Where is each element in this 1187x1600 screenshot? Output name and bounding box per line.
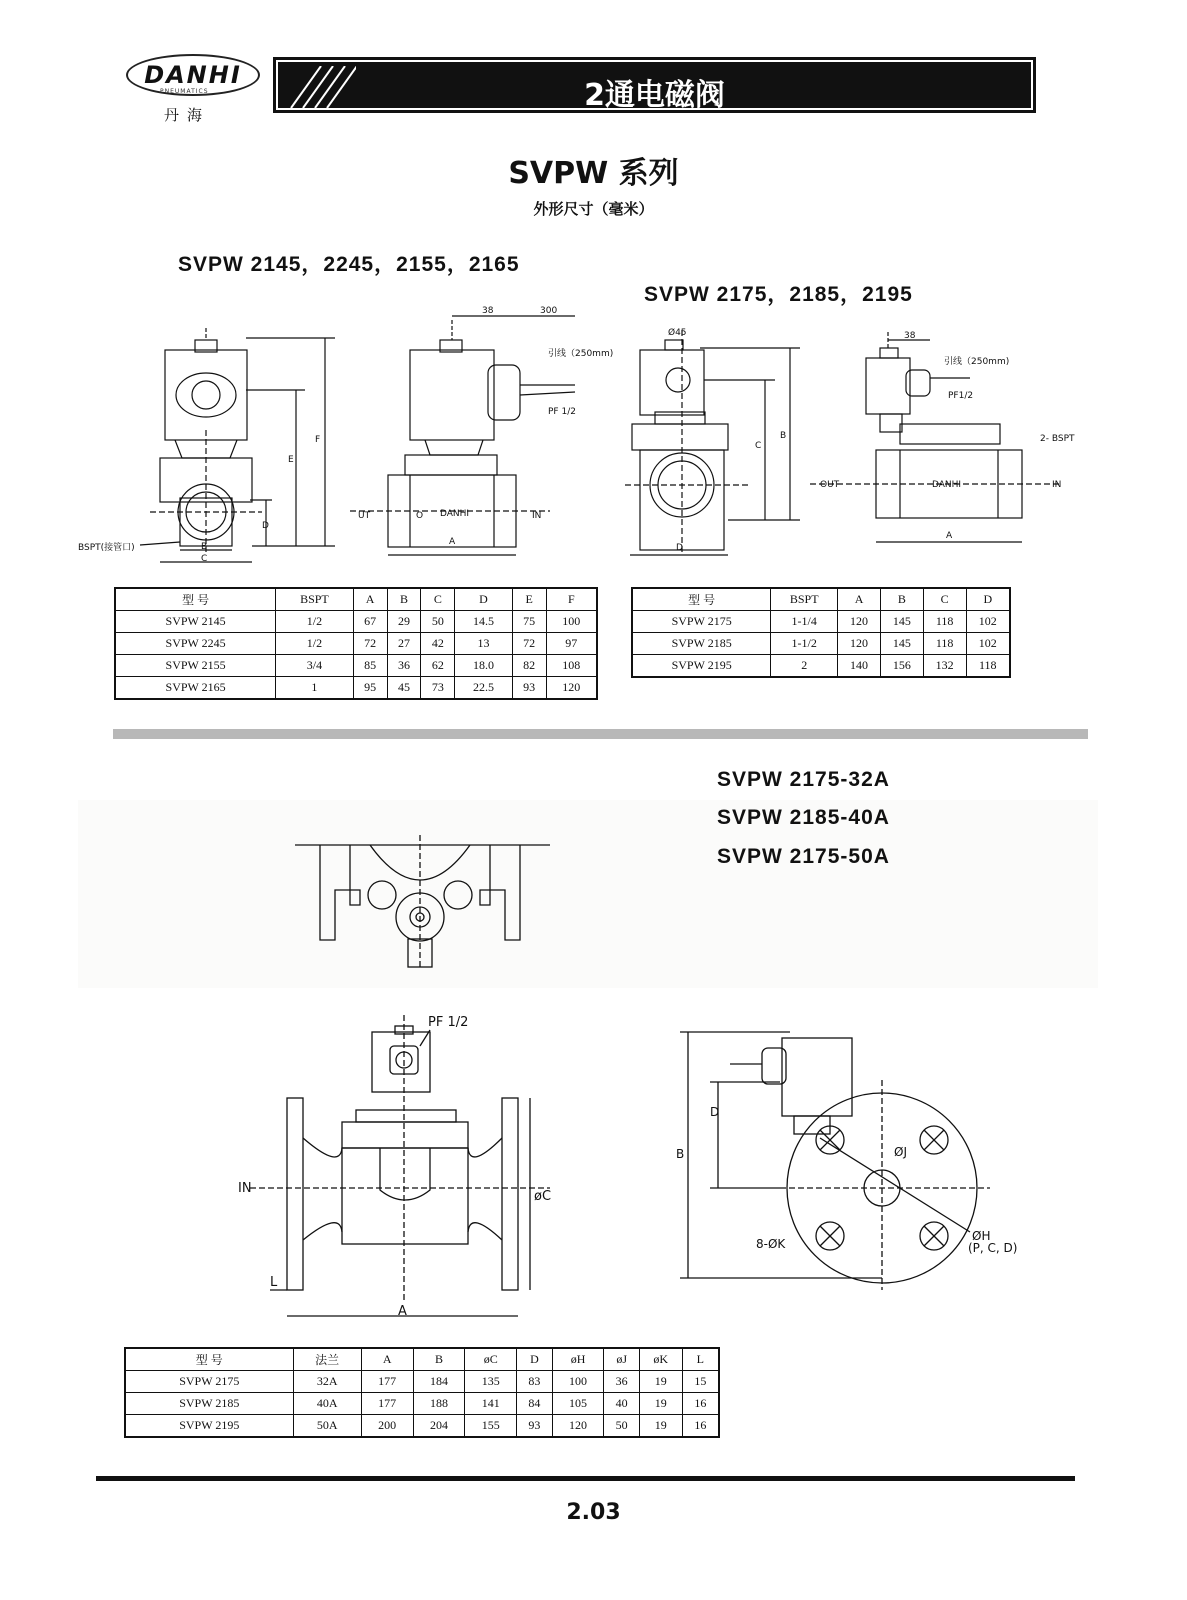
table-cell: 100 xyxy=(546,611,597,633)
spec-table-large xyxy=(631,587,1011,678)
label-l: L xyxy=(270,1275,278,1290)
table-cell: 14.5 xyxy=(455,611,512,633)
table-cell: 72 xyxy=(512,633,546,655)
table-header: øK xyxy=(639,1348,682,1371)
table-header: 型 号 xyxy=(632,588,771,611)
table-cell: 155 xyxy=(465,1415,517,1438)
table-cell: 83 xyxy=(517,1371,552,1393)
label-a-flange: A xyxy=(398,1304,407,1319)
table-cell: 40A xyxy=(293,1393,361,1415)
label-38-b: 38 xyxy=(904,331,916,341)
flange-valve-side-view xyxy=(670,1020,1040,1290)
table-cell: 97 xyxy=(546,633,597,655)
table-header: 型 号 xyxy=(115,588,276,611)
table-row xyxy=(115,677,597,700)
flange-valve-front-view xyxy=(230,1010,560,1330)
table-cell: SVPW 2185 xyxy=(125,1393,293,1415)
table-cell: 188 xyxy=(413,1393,465,1415)
table-cell: 42 xyxy=(421,633,455,655)
page-number: 2.03 xyxy=(566,1500,621,1525)
table-header: BSPT xyxy=(771,588,838,611)
table-cell: 13 xyxy=(455,633,512,655)
label-phi-h: ØH xyxy=(972,1229,991,1243)
label-out: OUT xyxy=(820,480,840,490)
table-cell: 204 xyxy=(413,1415,465,1438)
table-cell: 67 xyxy=(353,611,387,633)
spec-table-flange xyxy=(124,1347,720,1438)
table-cell: 118 xyxy=(923,633,966,655)
table-header: D xyxy=(455,588,512,611)
label-o: O xyxy=(416,511,424,521)
table-cell: 120 xyxy=(838,633,881,655)
label-pf-half-b: PF1/2 xyxy=(948,391,974,401)
title-banner xyxy=(273,57,1036,113)
label-bspt-connection: BSPT(接管口) xyxy=(78,543,135,553)
table-header: D xyxy=(966,588,1010,611)
table-header: A xyxy=(361,1348,413,1371)
table-row xyxy=(632,655,1010,678)
table-cell: 141 xyxy=(465,1393,517,1415)
section2-heading-2: SVPW 2185-40A xyxy=(717,806,890,829)
table-cell: 3/4 xyxy=(276,655,353,677)
section2-heading-3: SVPW 2175-50A xyxy=(717,845,890,868)
table-cell: 93 xyxy=(517,1415,552,1438)
label-in: IN xyxy=(532,511,542,521)
label-a: A xyxy=(449,537,456,547)
table-cell: 108 xyxy=(546,655,597,677)
table-cell: SVPW 2195 xyxy=(125,1415,293,1438)
label-d-large: D xyxy=(676,543,683,553)
table-header: L xyxy=(682,1348,719,1371)
table-cell: 16 xyxy=(682,1393,719,1415)
table-header: 型 号 xyxy=(125,1348,293,1371)
table-cell: 19 xyxy=(639,1393,682,1415)
table-cell: 132 xyxy=(923,655,966,678)
section1-drawings xyxy=(0,300,1187,570)
table-cell: 120 xyxy=(546,677,597,700)
top-view-band xyxy=(78,800,1098,988)
table-cell: 75 xyxy=(512,611,546,633)
table-cell: 156 xyxy=(880,655,923,678)
table-cell: 22.5 xyxy=(455,677,512,700)
table-cell: 118 xyxy=(923,611,966,633)
table-header: B xyxy=(413,1348,465,1371)
table-cell: 1/2 xyxy=(276,611,353,633)
label-phi45: Ø45 xyxy=(668,328,687,338)
table-cell: 177 xyxy=(361,1393,413,1415)
table-cell: 18.0 xyxy=(455,655,512,677)
table-cell: 184 xyxy=(413,1371,465,1393)
table-header: BSPT xyxy=(276,588,353,611)
table-cell: 50 xyxy=(421,611,455,633)
table-cell: 85 xyxy=(353,655,387,677)
table-cell: 135 xyxy=(465,1371,517,1393)
table-row xyxy=(632,633,1010,655)
label-danhi-b: DANHI xyxy=(932,480,962,490)
label-ut: UT xyxy=(358,511,371,521)
table-cell: 19 xyxy=(639,1371,682,1393)
table-row xyxy=(115,655,597,677)
table-cell: SVPW 2155 xyxy=(115,655,276,677)
table-header: A xyxy=(838,588,881,611)
table-cell: 102 xyxy=(966,611,1010,633)
table-header: B xyxy=(387,588,421,611)
table-cell: 50A xyxy=(293,1415,361,1438)
table-cell: 82 xyxy=(512,655,546,677)
table-header: A xyxy=(353,588,387,611)
table-cell: 177 xyxy=(361,1371,413,1393)
table-header: 法兰 xyxy=(293,1348,361,1371)
table-cell: 36 xyxy=(387,655,421,677)
label-pf-half-flange: PF 1/2 xyxy=(428,1015,469,1030)
flange-valve-top-view xyxy=(280,835,570,975)
label-f: F xyxy=(315,435,321,445)
table-cell: SVPW 2185 xyxy=(632,633,771,655)
table-header-row xyxy=(115,588,597,611)
table-cell: 105 xyxy=(552,1393,604,1415)
label-300: 300 xyxy=(540,306,558,316)
table-cell: SVPW 2195 xyxy=(632,655,771,678)
label-a-b: A xyxy=(946,531,953,541)
table-header: øJ xyxy=(604,1348,639,1371)
valve-side-view-large xyxy=(810,332,1060,542)
table-row xyxy=(115,611,597,633)
table-cell: 145 xyxy=(880,611,923,633)
series-title: SVPW 系列 xyxy=(508,156,679,191)
logo-chinese: 丹海 xyxy=(164,106,211,124)
table-cell: SVPW 2175 xyxy=(632,611,771,633)
table-cell: 45 xyxy=(387,677,421,700)
table-row xyxy=(125,1415,719,1438)
table-cell: 1-1/2 xyxy=(771,633,838,655)
table-cell: 40 xyxy=(604,1393,639,1415)
table-cell: SVPW 2145 xyxy=(115,611,276,633)
table-cell: 36 xyxy=(604,1371,639,1393)
label-b-flange: B xyxy=(676,1147,685,1161)
table-row xyxy=(125,1393,719,1415)
footer-rule xyxy=(96,1476,1075,1481)
table-cell: 19 xyxy=(639,1415,682,1438)
label-lead-wire: 引线（250mm) xyxy=(548,349,614,359)
label-e: E xyxy=(288,455,294,465)
label-c: C xyxy=(201,554,208,564)
table-header: C xyxy=(421,588,455,611)
label-2-bspt: 2- BSPT xyxy=(1040,434,1075,444)
table-cell: 1/2 xyxy=(276,633,353,655)
label-phi-c: øC xyxy=(534,1189,552,1204)
logo-subtext: PNEUMATICS xyxy=(160,88,209,95)
table-header: øC xyxy=(465,1348,517,1371)
table-header: F xyxy=(546,588,597,611)
logo-text: DANHI xyxy=(144,61,242,89)
table-cell: 120 xyxy=(838,611,881,633)
table-cell: 1-1/4 xyxy=(771,611,838,633)
table-cell: 1 xyxy=(276,677,353,700)
table-cell: 32A xyxy=(293,1371,361,1393)
table-cell: 140 xyxy=(838,655,881,678)
label-phi-j: ØJ xyxy=(894,1145,907,1159)
label-b: B xyxy=(201,542,208,552)
table-cell: SVPW 2165 xyxy=(115,677,276,700)
label-pf-half: PF 1/2 xyxy=(548,407,576,417)
table-cell: 16 xyxy=(682,1415,719,1438)
label-b-large: B xyxy=(780,431,787,441)
label-c-large: C xyxy=(755,441,762,451)
table-header-row xyxy=(125,1348,719,1371)
table-cell: 100 xyxy=(552,1371,604,1393)
table-cell: 102 xyxy=(966,633,1010,655)
label-d-flange: D xyxy=(710,1105,720,1119)
table-header: øH xyxy=(552,1348,604,1371)
label-d: D xyxy=(262,521,269,531)
table-cell: 62 xyxy=(421,655,455,677)
label-in-flange: IN xyxy=(238,1181,252,1196)
label-in-b: IN xyxy=(1052,480,1062,490)
page-title: 2通电磁阀 xyxy=(584,78,725,113)
section2-heading-1: SVPW 2175-32A xyxy=(717,768,890,791)
table-header: D xyxy=(517,1348,552,1371)
section-divider xyxy=(113,729,1088,739)
table-cell: 73 xyxy=(421,677,455,700)
label-pcd: (P, C, D) xyxy=(968,1241,1018,1255)
label-38: 38 xyxy=(482,306,494,316)
table-cell: 15 xyxy=(682,1371,719,1393)
valve-front-view-large xyxy=(625,330,800,555)
spec-table-small xyxy=(114,587,598,700)
label-8-k: 8-ØK xyxy=(756,1237,786,1251)
table-cell: 27 xyxy=(387,633,421,655)
table-header: E xyxy=(512,588,546,611)
dimension-note: 外形尺寸（毫米） xyxy=(533,200,654,218)
table-cell: 145 xyxy=(880,633,923,655)
table-cell: 95 xyxy=(353,677,387,700)
table-cell: 29 xyxy=(387,611,421,633)
table-cell: 118 xyxy=(966,655,1010,678)
label-lead-wire-b: 引线（250mm) xyxy=(944,357,1010,367)
table-cell: 120 xyxy=(552,1415,604,1438)
table-cell: 200 xyxy=(361,1415,413,1438)
table-cell: 72 xyxy=(353,633,387,655)
table-row xyxy=(115,633,597,655)
table-cell: 50 xyxy=(604,1415,639,1438)
section1-right-heading: SVPW 2175，2185，2195 xyxy=(644,283,913,306)
valve-front-view-small xyxy=(140,328,335,562)
table-cell: 2 xyxy=(771,655,838,678)
table-row xyxy=(632,611,1010,633)
table-row xyxy=(125,1371,719,1393)
table-cell: 93 xyxy=(512,677,546,700)
table-header: B xyxy=(880,588,923,611)
section1-left-heading: SVPW 2145，2245，2155，2165 xyxy=(178,253,520,276)
table-cell: SVPW 2175 xyxy=(125,1371,293,1393)
table-cell: SVPW 2245 xyxy=(115,633,276,655)
table-header: C xyxy=(923,588,966,611)
table-cell: 84 xyxy=(517,1393,552,1415)
table-header-row xyxy=(632,588,1010,611)
label-danhi: DANHI xyxy=(440,509,470,519)
